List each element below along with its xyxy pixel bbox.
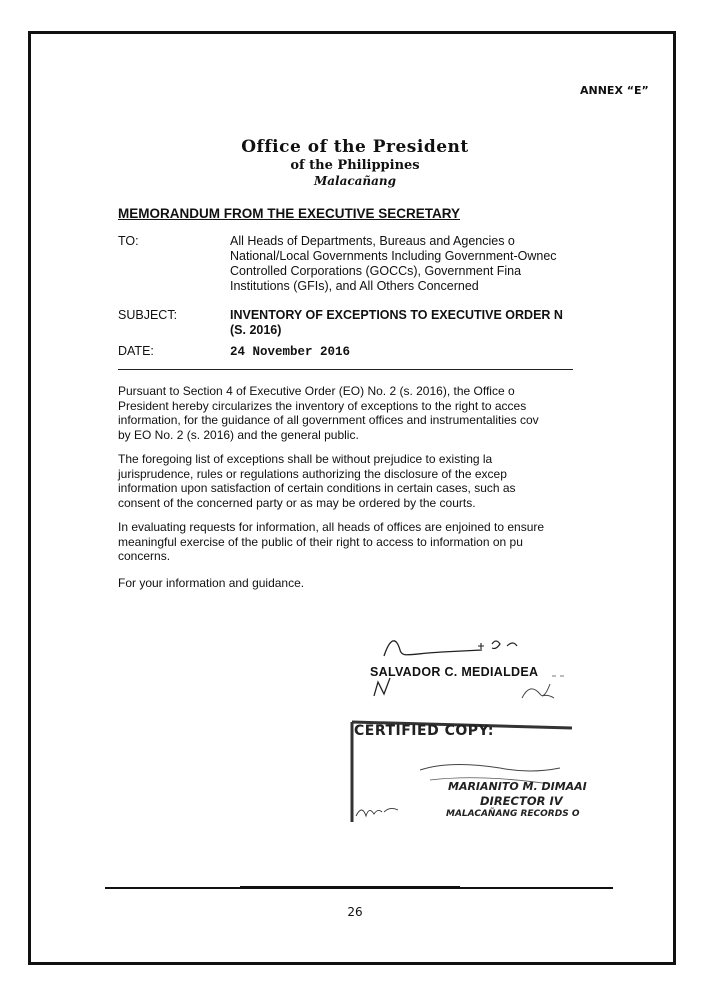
paragraph-line: Pursuant to Section 4 of Executive Order (EO) No. 2 (s. 2016), the Office o [118, 384, 515, 398]
stamp-title: CERTIFIED COPY: [354, 723, 495, 739]
paragraph-line: In evaluating requests for information, all heads of offices are enjoined to ensure [118, 520, 545, 534]
memo-title: MEMORANDUM FROM THE EXECUTIVE SECRETARY [118, 206, 461, 221]
paragraph-line: For your information and guidance. [118, 576, 305, 590]
to-line: National/Local Governments Including Government-Ownec [230, 249, 557, 263]
to-line: Institutions (GFIs), and All Others Concerned [230, 279, 479, 293]
footer-rule-accent [240, 886, 460, 889]
letterhead-office: Office of the President [241, 137, 469, 157]
page-number: 26 [347, 905, 363, 919]
paragraph-line: information, for the guidance of all government offices and instrumentalities cov [118, 413, 539, 427]
subject-label: SUBJECT: [118, 308, 178, 322]
letterhead-palace: Malacañang [313, 174, 397, 188]
paragraph-line: jurisprudence, rules or regulations authorizing the disclosure of the excep [118, 466, 507, 481]
signatory-name: SALVADOR C. MEDIALDEA [370, 665, 539, 679]
paragraph-line: The foregoing list of exceptions shall be without prejudice to existing la [118, 452, 493, 466]
paragraph-line: information upon satisfaction of certain conditions in certain cases, such as [118, 481, 516, 495]
certified-copy-stamp [350, 718, 587, 824]
to-line: Controlled Corporations (GOCCs), Government Fina [230, 264, 522, 278]
stamp-office: MALACAÑANG RECORDS O [446, 809, 580, 819]
to-line: All Heads of Departments, Bureaus and Agencies o [230, 234, 515, 248]
annex-label: ANNEX “E” [580, 84, 649, 97]
header-divider [118, 369, 573, 370]
date-label: DATE: [118, 344, 154, 358]
to-recipients [230, 234, 568, 294]
stamp-officer-position: DIRECTOR IV [480, 794, 563, 808]
paragraph-4 [118, 576, 568, 591]
paragraph-line: by EO No. 2 (s. 2016) and the general public. [118, 427, 359, 442]
paragraph-line: meaningful exercise of the public of their right to access to information on pu [118, 534, 523, 549]
paragraph-line: consent of the concerned party or as may be ordered by the courts. [118, 495, 476, 510]
subject-line: INVENTORY OF EXCEPTIONS TO EXECUTIVE ORDER N [230, 308, 563, 322]
stamp-initials [354, 800, 404, 822]
subject-line: (S. 2016) [230, 323, 282, 337]
paragraph-line: concerns. [118, 549, 171, 563]
paragraph-1 [118, 384, 568, 442]
paragraph-3 [118, 520, 568, 564]
to-label: TO: [118, 234, 139, 248]
paragraph-2 [118, 452, 568, 510]
date-value: 24 November 2016 [230, 345, 351, 359]
stamp-officer-name: MARIANITO M. DIMAAI [448, 780, 587, 793]
letterhead-country: of the Philippines [290, 158, 420, 173]
paragraph-line: President hereby circularizes the inventory of exceptions to the right to acces [118, 398, 527, 413]
subject-text [230, 308, 568, 338]
